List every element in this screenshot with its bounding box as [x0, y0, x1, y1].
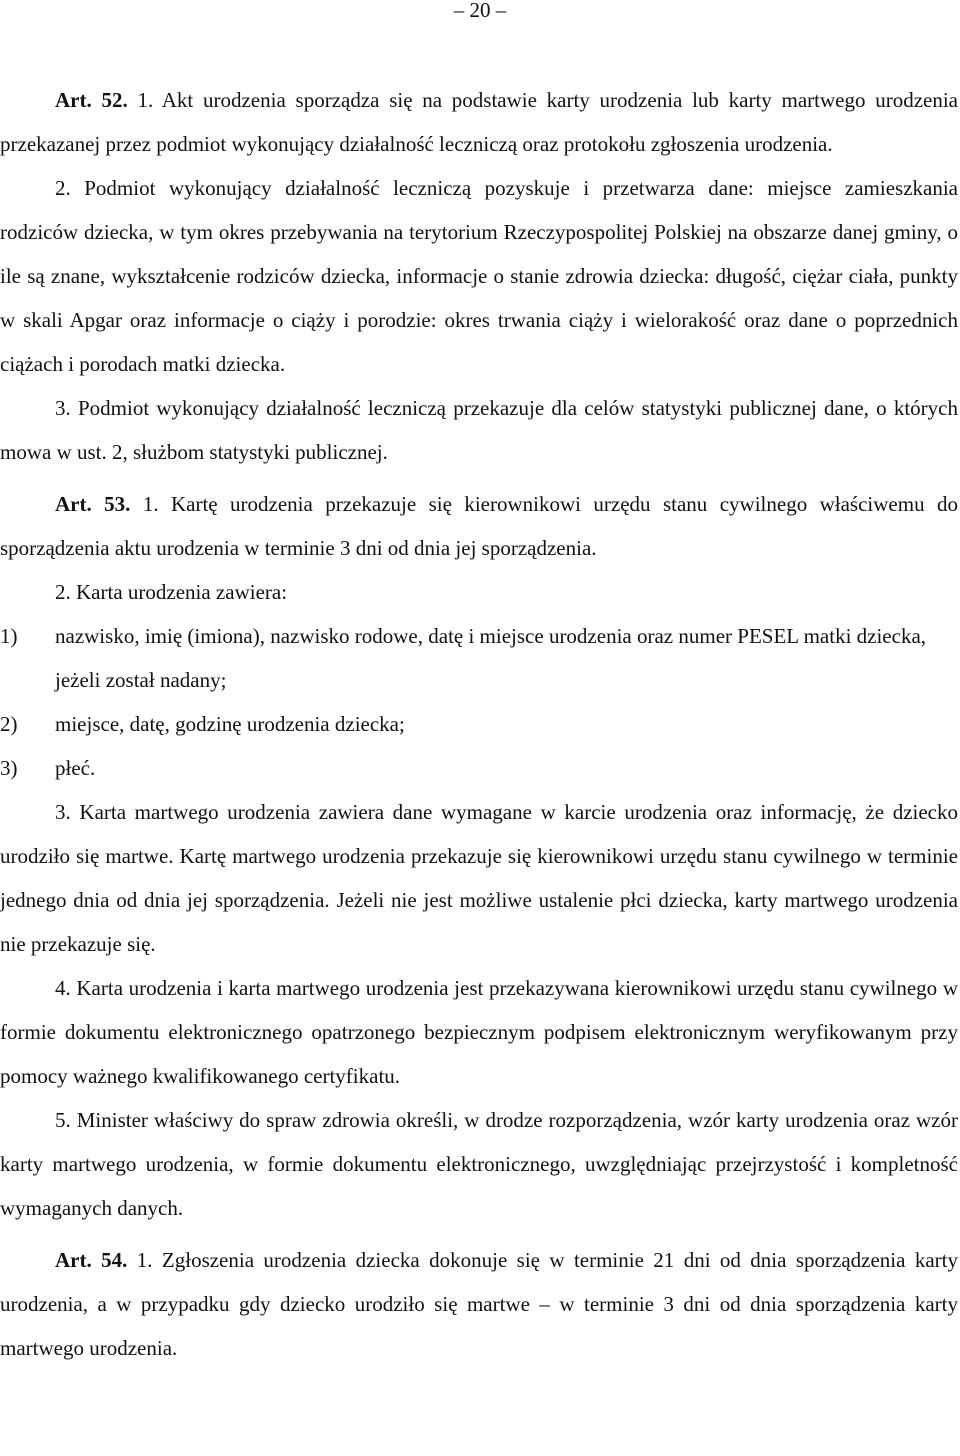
art-53-paragraph-3: 3. Karta martwego urodzenia zawiera dane wymagane w karcie urodzenia oraz informację, że dziecko urodziło się martwe. Kartę martwego urodzenia przekazuje się kierownikowi urzędu stanu cywilnego w terminie jednego dnia od dnia jej sporządzenia. Jeżeli nie jest możliwe ustalenie płci dziecka, karty martwego urodzenia nie przekazuje się. [0, 800, 958, 956]
list-item [0, 614, 958, 702]
art-53-text-1: 1. Kartę urodzenia przekazuje się kierownikowi urzędu stanu cywilnego właściwemu do sporządzenia aktu urodzenia w terminie 3 dni od dnia jej sporządzenia. [0, 492, 958, 560]
art-53-paragraph-1 [0, 482, 958, 570]
art-53-paragraph-2: 2. Karta urodzenia zawiera: [55, 580, 288, 604]
art-53-paragraph-5: 5. Minister właściwy do spraw zdrowia określi, w drodze rozporządzenia, wzór karty urodzenia oraz wzór karty martwego urodzenia, w formie dokumentu elektronicznego, uwzględniając przejrzystość i kompletność wymaganych danych. [0, 1108, 958, 1220]
list-item-number: 1) [0, 624, 18, 648]
list-item-text: nazwisko, imię (imiona), nazwisko rodowe, datę i miejsce urodzenia oraz numer PESEL matki dziecka, jeżeli został nadany; [55, 624, 927, 692]
art-53-label: Art. 53. [55, 492, 131, 516]
document-body [0, 78, 958, 1370]
list-item-number: 3) [0, 756, 18, 780]
list-item-text: miejsce, datę, godzinę urodzenia dziecka; [55, 712, 405, 736]
art-54-label: Art. 54. [55, 1248, 128, 1272]
art-54-paragraph-1 [0, 1238, 958, 1370]
page-number: – 20 – [453, 0, 507, 22]
list-item-text: płeć. [55, 756, 96, 780]
art-52-label: Art. 52. [55, 88, 128, 112]
list-item [0, 702, 958, 746]
art-52-paragraph-2: 2. Podmiot wykonujący działalność leczniczą pozyskuje i przetwarza dane: miejsce zamieszkania rodziców dziecka, w tym okres przebywania na terytorium Rzeczypospolitej Polskiej na obszarze danej gminy, o ile są znane, wykształcenie rodziców dziecka, informacje o stanie zdrowia dziecka: długość, ciężar ciała, punkty w skali Apgar oraz informacje o ciąży i porodzie: okres trwania ciąży i wielorakość oraz dane o poprzednich ciążach i porodach matki dziecka. [0, 176, 958, 376]
art-54-text-1: 1. Zgłoszenia urodzenia dziecka dokonuje się w terminie 21 dni od dnia sporządzenia karty urodzenia, a w przypadku gdy dziecko urodziło się martwe – w terminie 3 dni od dnia sporządzenia karty martwego urodzenia. [0, 1248, 958, 1360]
list-item-number: 2) [0, 712, 18, 736]
art-52-paragraph-3: 3. Podmiot wykonujący działalność leczniczą przekazuje dla celów statystyki publicznej dane, o których mowa w ust. 2, służbom statystyki publicznej. [0, 396, 958, 464]
art-52-text-1: 1. Akt urodzenia sporządza się na podstawie karty urodzenia lub karty martwego urodzenia przekazanej przez podmiot wykonujący działalność leczniczą oraz protokołu zgłoszenia urodzenia. [0, 88, 959, 156]
art-52-paragraph-1 [0, 78, 958, 166]
list-item [0, 746, 958, 790]
art-53-paragraph-4: 4. Karta urodzenia i karta martwego urodzenia jest przekazywana kierownikowi urzędu stanu cywilnego w formie dokumentu elektronicznego opatrzonego bezpiecznym podpisem elektronicznym weryfikowanym przy pomocy ważnego kwalifikowanego certyfikatu. [0, 976, 958, 1088]
